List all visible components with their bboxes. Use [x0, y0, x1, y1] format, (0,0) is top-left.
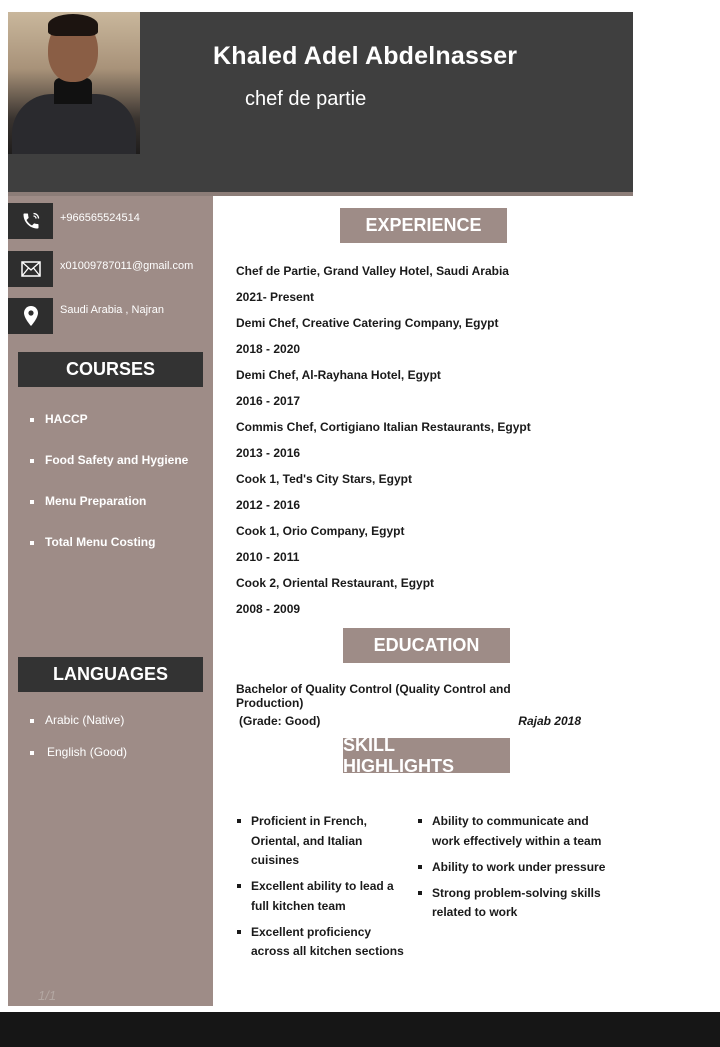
page-number: 1/1 — [38, 988, 57, 1003]
candidate-role: chef de partie — [245, 88, 367, 110]
skills-right-list — [416, 812, 606, 929]
degree-grade: (Grade: Good) — [239, 714, 321, 728]
header — [8, 12, 633, 196]
envelope-icon — [8, 251, 53, 287]
skill-item: Excellent ability to lead a full kitchen team — [235, 877, 405, 916]
contact-phone — [8, 203, 213, 239]
skill-item: Ability to work under pressure — [416, 858, 606, 878]
course-item: Food Safety and Hygiene — [30, 453, 188, 494]
degree-title: Bachelor of Quality Control (Quality Control and Production) — [236, 682, 511, 710]
education-entry — [236, 682, 581, 732]
phone-icon — [8, 203, 53, 239]
experience-line: 2021- Present — [236, 290, 315, 304]
experience-line: Cook 1, Orio Company, Egypt — [236, 524, 405, 538]
experience-line: Chef de Partie, Grand Valley Hotel, Saudi Arabia — [236, 264, 509, 278]
bottom-bar — [0, 1012, 720, 1047]
skill-item: Excellent proficiency across all kitchen sections — [235, 923, 405, 962]
skills-heading: SKILL HIGHLIGHTS — [343, 738, 510, 773]
experience-line: 2010 - 2011 — [236, 550, 300, 564]
course-item: Total Menu Costing — [30, 535, 188, 576]
location-text: Saudi Arabia , Najran — [60, 304, 164, 316]
experience-line: 2016 - 2017 — [236, 394, 301, 408]
experience-line: 2018 - 2020 — [236, 342, 301, 356]
skill-item: Ability to communicate and work effectively within a team — [416, 812, 606, 851]
experience-line: Demi Chef, Creative Catering Company, Egypt — [236, 316, 499, 330]
languages-heading: LANGUAGES — [18, 657, 203, 692]
degree-date: Rajab 2018 — [518, 714, 581, 728]
email-address[interactable]: x01009787011@gmail.com — [60, 260, 194, 272]
language-item: English (Good) — [30, 745, 127, 777]
course-item: HACCP — [30, 412, 188, 453]
language-item: Arabic (Native) — [30, 713, 127, 745]
experience-line: 2012 - 2016 — [236, 498, 301, 512]
profile-photo — [8, 12, 140, 154]
sidebar — [8, 196, 213, 1006]
experience-line: Cook 2, Oriental Restaurant, Egypt — [236, 576, 435, 590]
languages-list — [30, 713, 127, 777]
course-item: Menu Preparation — [30, 494, 188, 535]
skill-item: Proficient in French, Oriental, and Italian cuisines — [235, 812, 405, 871]
experience-line: Demi Chef, Al-Rayhana Hotel, Egypt — [236, 368, 441, 382]
skills-left-list — [235, 812, 405, 968]
experience-line: 2008 - 2009 — [236, 602, 301, 616]
experience-list — [236, 264, 531, 628]
experience-line: 2013 - 2016 — [236, 446, 301, 460]
experience-line: Cook 1, Ted's City Stars, Egypt — [236, 472, 413, 486]
candidate-name: Khaled Adel Abdelnasser — [213, 42, 518, 70]
phone-number[interactable]: +966565524514 — [60, 212, 140, 224]
experience-heading: EXPERIENCE — [340, 208, 507, 243]
skill-item: Strong problem-solving skills related to work — [416, 884, 606, 923]
map-pin-icon — [8, 298, 53, 334]
contact-email — [8, 251, 213, 287]
experience-line: Commis Chef, Cortigiano Italian Restaurants, Egypt — [236, 420, 531, 434]
resume-page — [8, 12, 633, 1007]
courses-heading: COURSES — [18, 352, 203, 387]
contact-location — [8, 298, 213, 334]
education-heading: EDUCATION — [343, 628, 510, 663]
courses-list — [30, 412, 188, 576]
